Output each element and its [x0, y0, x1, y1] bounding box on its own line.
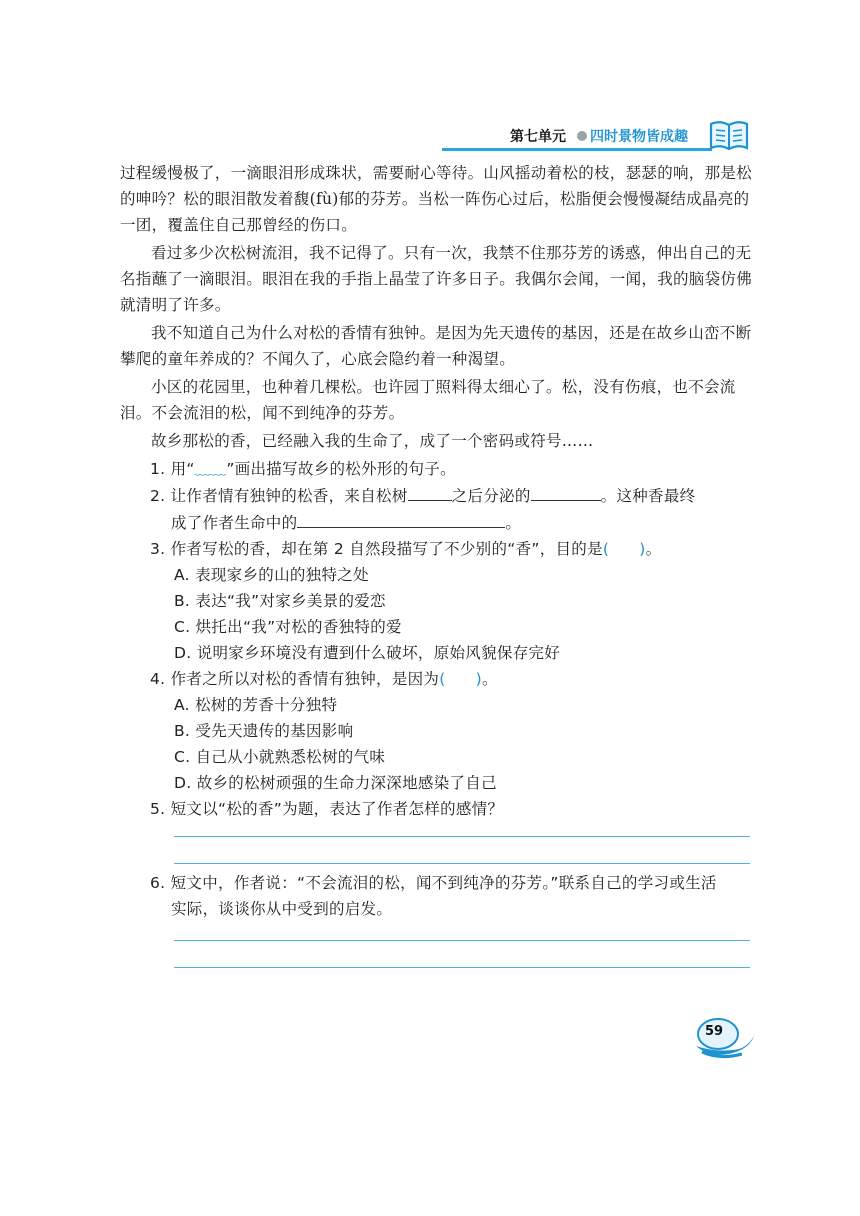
option-d: D. 说明家乡环境没有遭到什么破坏，原始风貌保存完好	[174, 644, 561, 662]
option-d: D. 故乡的松树顽强的生命力深深地感染了自己	[174, 774, 497, 792]
question-text: 短文以“松的香”为题，表达了作者怎样的感情？	[170, 800, 504, 818]
question-text: 。	[481, 670, 498, 688]
passage-paragraph: 看过多少次松树流泪，我不记得了。只有一次，我禁不住那芬芳的诱惑，伸出自己的无名指蘸了一滴眼泪。眼泪在我的手指上晶莹了许多日子。我偶尔会闻，一闻，我的脑袋仿佛就清明了许多。	[120, 244, 753, 314]
option-a: A. 表现家乡的山的独特之处	[174, 566, 369, 584]
option-b: B. 受先天遗传的基因影响	[174, 722, 354, 740]
question-4	[150, 666, 760, 692]
answer-blank[interactable]	[531, 482, 601, 501]
question-text: 作者写松的香，却在第 2 自然段描写了不少别的“香”，目的是	[170, 540, 603, 558]
question-text: 成了作者生命中的	[171, 514, 298, 532]
question-6-continued: 实际，谈谈你从中受到的启发。	[171, 900, 393, 918]
answer-line[interactable]	[174, 940, 750, 941]
question-text: 短文中，作者说：“不会流泪的松，闻不到纯净的芬芳。”联系自己的学习或生活	[170, 874, 717, 892]
question-text: 让作者情有独钟的松香，来自松树	[170, 487, 408, 505]
question-2	[150, 482, 760, 509]
page-number-badge-icon	[692, 1016, 756, 1060]
open-book-icon	[708, 118, 750, 152]
separator-dot-icon	[577, 131, 587, 141]
answer-blank[interactable]	[408, 482, 452, 501]
answer-blank[interactable]	[297, 509, 505, 528]
questions-section	[120, 456, 760, 822]
question-text: 。这种香最终	[600, 487, 696, 505]
answer-line[interactable]	[174, 863, 750, 864]
question-number: 2.	[150, 487, 166, 505]
question-number: 4.	[150, 670, 166, 688]
question-text: 之后分泌的	[451, 487, 531, 505]
passage-paragraph: 过程缓慢极了，一滴眼泪形成珠状，需要耐心等待。山风摇动着松的枝，瑟瑟的响，那是松的呻吟？松的眼泪散发着馥(fù)郁的芬芳。当松一阵伤心过后，松脂便会慢慢凝结成晶亮的一团，覆盖住自己那曾经的伤口。	[120, 164, 753, 234]
option-a: A. 松树的芳香十分独特	[174, 696, 338, 714]
option-b: B. 表达“我”对家乡美景的爱恋	[174, 592, 386, 610]
answer-line[interactable]	[174, 836, 750, 837]
question-6	[150, 870, 770, 896]
question-number: 3.	[150, 540, 166, 558]
unit-header	[440, 116, 760, 156]
answer-paren-open: (	[439, 670, 446, 688]
option-c: C. 自己从小就熟悉松树的气味	[174, 748, 386, 766]
answer-line[interactable]	[174, 967, 750, 968]
question-2-continued	[150, 509, 760, 536]
question-6-block	[150, 870, 770, 922]
answer-paren-open: (	[602, 540, 610, 558]
question-text: 作者之所以对松的香情有独钟，是因为	[170, 670, 440, 688]
question-text: 。	[505, 514, 522, 532]
unit-label: 第七单元	[510, 129, 566, 145]
passage-paragraph: 小区的花园里，也种着几棵松。也许园丁照料得太细心了。松，没有伤痕，也不会流泪。不会流泪的松，闻不到纯净的芬芳。	[120, 378, 736, 422]
question-number: 1.	[150, 460, 166, 478]
page-number: 59	[705, 1024, 724, 1039]
option-c: C. 烘托出“我”对松的香独特的爱	[174, 618, 402, 636]
question-text: ”画出描写故乡的松外形的句子。	[226, 460, 456, 478]
question-5	[150, 796, 760, 822]
answer-paren-close: )	[475, 670, 482, 688]
question-number: 5.	[150, 800, 166, 818]
unit-theme: 四时景物皆成趣	[590, 129, 688, 145]
answer-lines-q5	[120, 836, 760, 864]
passage-paragraph: 我不知道自己为什么对松的香情有独钟。是因为先天遗传的基因，还是在故乡山峦不断攀爬的童年养成的？不闻久了，心底会隐约着一种渴望。	[120, 324, 752, 368]
question-3	[150, 536, 760, 562]
answer-lines-q6	[120, 940, 760, 968]
answer-paren-close: )	[639, 540, 646, 558]
question-text: 。	[645, 540, 662, 558]
question-number: 6.	[150, 874, 166, 892]
question-text: 用“	[170, 460, 195, 478]
passage-paragraph: 故乡那松的香，已经融入我的生命了，成了一个密码或符号……	[151, 432, 594, 450]
wavy-underline-mark: ﹏﹏	[194, 460, 227, 478]
question-1	[150, 456, 760, 482]
reading-passage	[120, 160, 760, 822]
header-rule	[442, 148, 712, 151]
